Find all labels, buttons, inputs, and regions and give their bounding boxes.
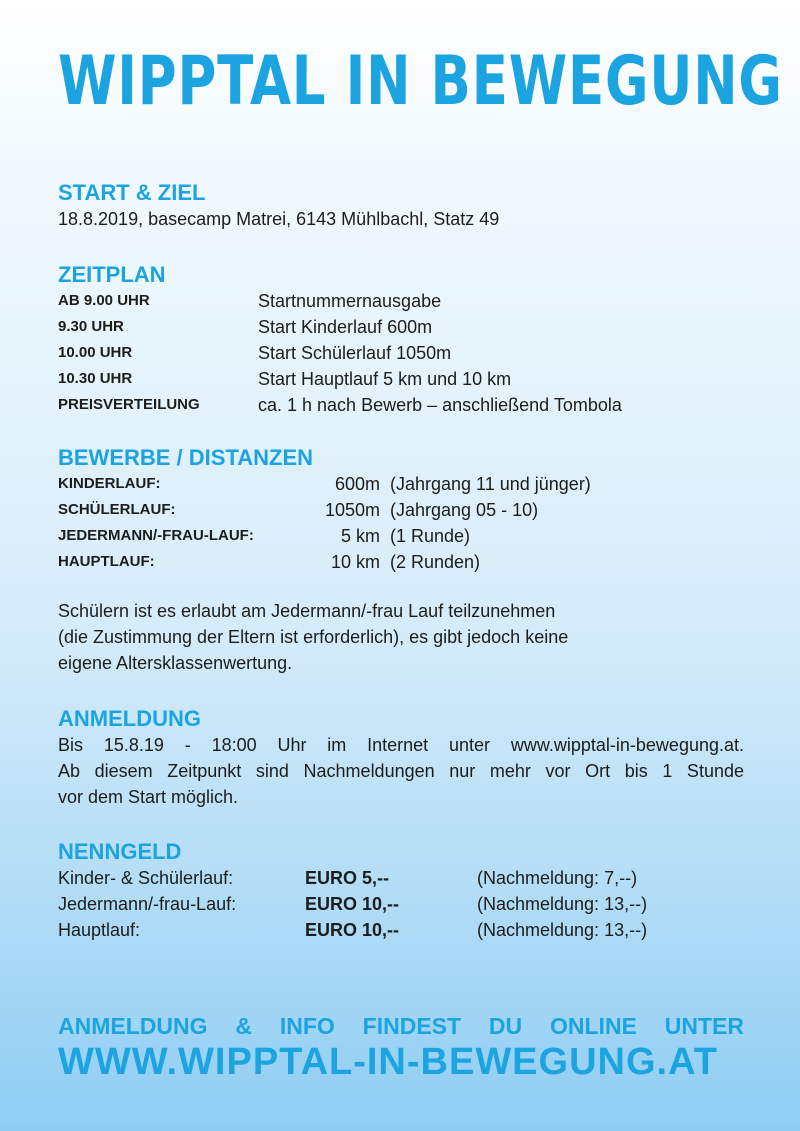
zeitplan-row (58, 366, 748, 392)
bewerbe-paragraph (58, 598, 748, 676)
bewerb-note: (1 Runde) (390, 526, 471, 546)
paragraph-line: (die Zustimmung der Eltern ist erforderlich), es gibt jedoch keine (58, 627, 569, 647)
paragraph-line: eigene Altersklassenwertung. (58, 653, 293, 673)
nenngeld-category: Jedermann/-frau-Lauf: (58, 894, 237, 914)
zeitplan-desc: Start Kinderlauf 600m (258, 317, 433, 337)
zeitplan-heading: ZEITPLAN (58, 262, 166, 287)
bewerb-name: HAUPTLAUF: (58, 553, 155, 570)
nenngeld-price: EURO 10,-- (305, 920, 400, 940)
anmeldung-section (58, 706, 744, 810)
paragraph-line: Schülern ist es erlaubt am Jedermann/-frau Lauf teilzunehmen (58, 601, 556, 621)
zeitplan-time: 9.30 UHR (58, 318, 124, 335)
bewerb-distance: 10 km (330, 552, 380, 572)
bewerb-distance: 600m (334, 474, 380, 494)
start-section (58, 180, 748, 232)
nenngeld-late: (Nachmeldung: 13,--) (477, 920, 648, 940)
bewerb-name: JEDERMANN/-FRAU-LAUF: (58, 527, 254, 544)
zeitplan-desc: Startnummernausgabe (258, 291, 442, 311)
bewerbe-section (58, 445, 748, 575)
bewerb-name: SCHÜLERLAUF: (58, 501, 176, 518)
nenngeld-heading: NENNGELD (58, 839, 182, 864)
zeitplan-time: AB 9.00 UHR (58, 292, 150, 309)
bewerb-name: KINDERLAUF: (58, 475, 161, 492)
zeitplan-section (58, 262, 748, 418)
anmeldung-line: Bis 15.8.19 - 18:00 Uhr im Internet unter www.wipptal-in-bewegung.at. (58, 735, 744, 755)
nenngeld-section (58, 839, 748, 943)
anmeldung-heading: ANMELDUNG (58, 706, 201, 731)
zeitplan-desc: Start Hauptlauf 5 km und 10 km (258, 369, 512, 389)
bewerbe-row (58, 497, 748, 523)
start-text: 18.8.2019, basecamp Matrei, 6143 Mühlbachl, Statz 49 (58, 209, 500, 229)
nenngeld-late: (Nachmeldung: 7,--) (477, 868, 638, 888)
footer-info: ANMELDUNG & INFO FINDEST DU ONLINE UNTER (58, 1013, 744, 1039)
nenngeld-row (58, 891, 748, 917)
anmeldung-line: Ab diesem Zeitpunkt sind Nachmeldungen nur mehr vor Ort bis 1 Stunde (58, 761, 744, 781)
zeitplan-row (58, 340, 748, 366)
bewerb-distance: 5 km (340, 526, 380, 546)
zeitplan-row (58, 288, 748, 314)
nenngeld-row (58, 865, 748, 891)
bewerbe-row (58, 471, 748, 497)
zeitplan-row (58, 392, 748, 418)
page-title: WIPPTAL IN BEWEGUNG (58, 42, 783, 121)
bewerb-note: (Jahrgang 11 und jünger) (390, 474, 591, 494)
nenngeld-category: Hauptlauf: (58, 920, 141, 940)
anmeldung-line: vor dem Start möglich. (58, 787, 239, 807)
zeitplan-row (58, 314, 748, 340)
bewerb-distance: 1050m (324, 500, 380, 520)
zeitplan-time: 10.30 UHR (58, 370, 133, 387)
zeitplan-time: PREISVERTEILUNG (58, 396, 200, 413)
zeitplan-desc: Start Schülerlauf 1050m (258, 343, 452, 363)
bewerbe-row (58, 549, 748, 575)
bewerbe-heading: BEWERBE / DISTANZEN (58, 445, 314, 470)
bewerb-note: (2 Runden) (390, 552, 481, 572)
nenngeld-price: EURO 5,-- (305, 868, 390, 888)
start-heading: START & ZIEL (58, 180, 206, 205)
nenngeld-late: (Nachmeldung: 13,--) (477, 894, 648, 914)
bewerb-note: (Jahrgang 05 - 10) (390, 500, 539, 520)
nenngeld-category: Kinder- & Schülerlauf: (58, 868, 234, 888)
bewerbe-row (58, 523, 748, 549)
zeitplan-desc: ca. 1 h nach Bewerb – anschließend Tombola (258, 395, 622, 415)
zeitplan-time: 10.00 UHR (58, 344, 133, 361)
nenngeld-price: EURO 10,-- (305, 894, 400, 914)
footer-url-link[interactable]: WWW.WIPPTAL-IN-BEWEGUNG.AT (58, 1041, 718, 1083)
nenngeld-row (58, 917, 748, 943)
